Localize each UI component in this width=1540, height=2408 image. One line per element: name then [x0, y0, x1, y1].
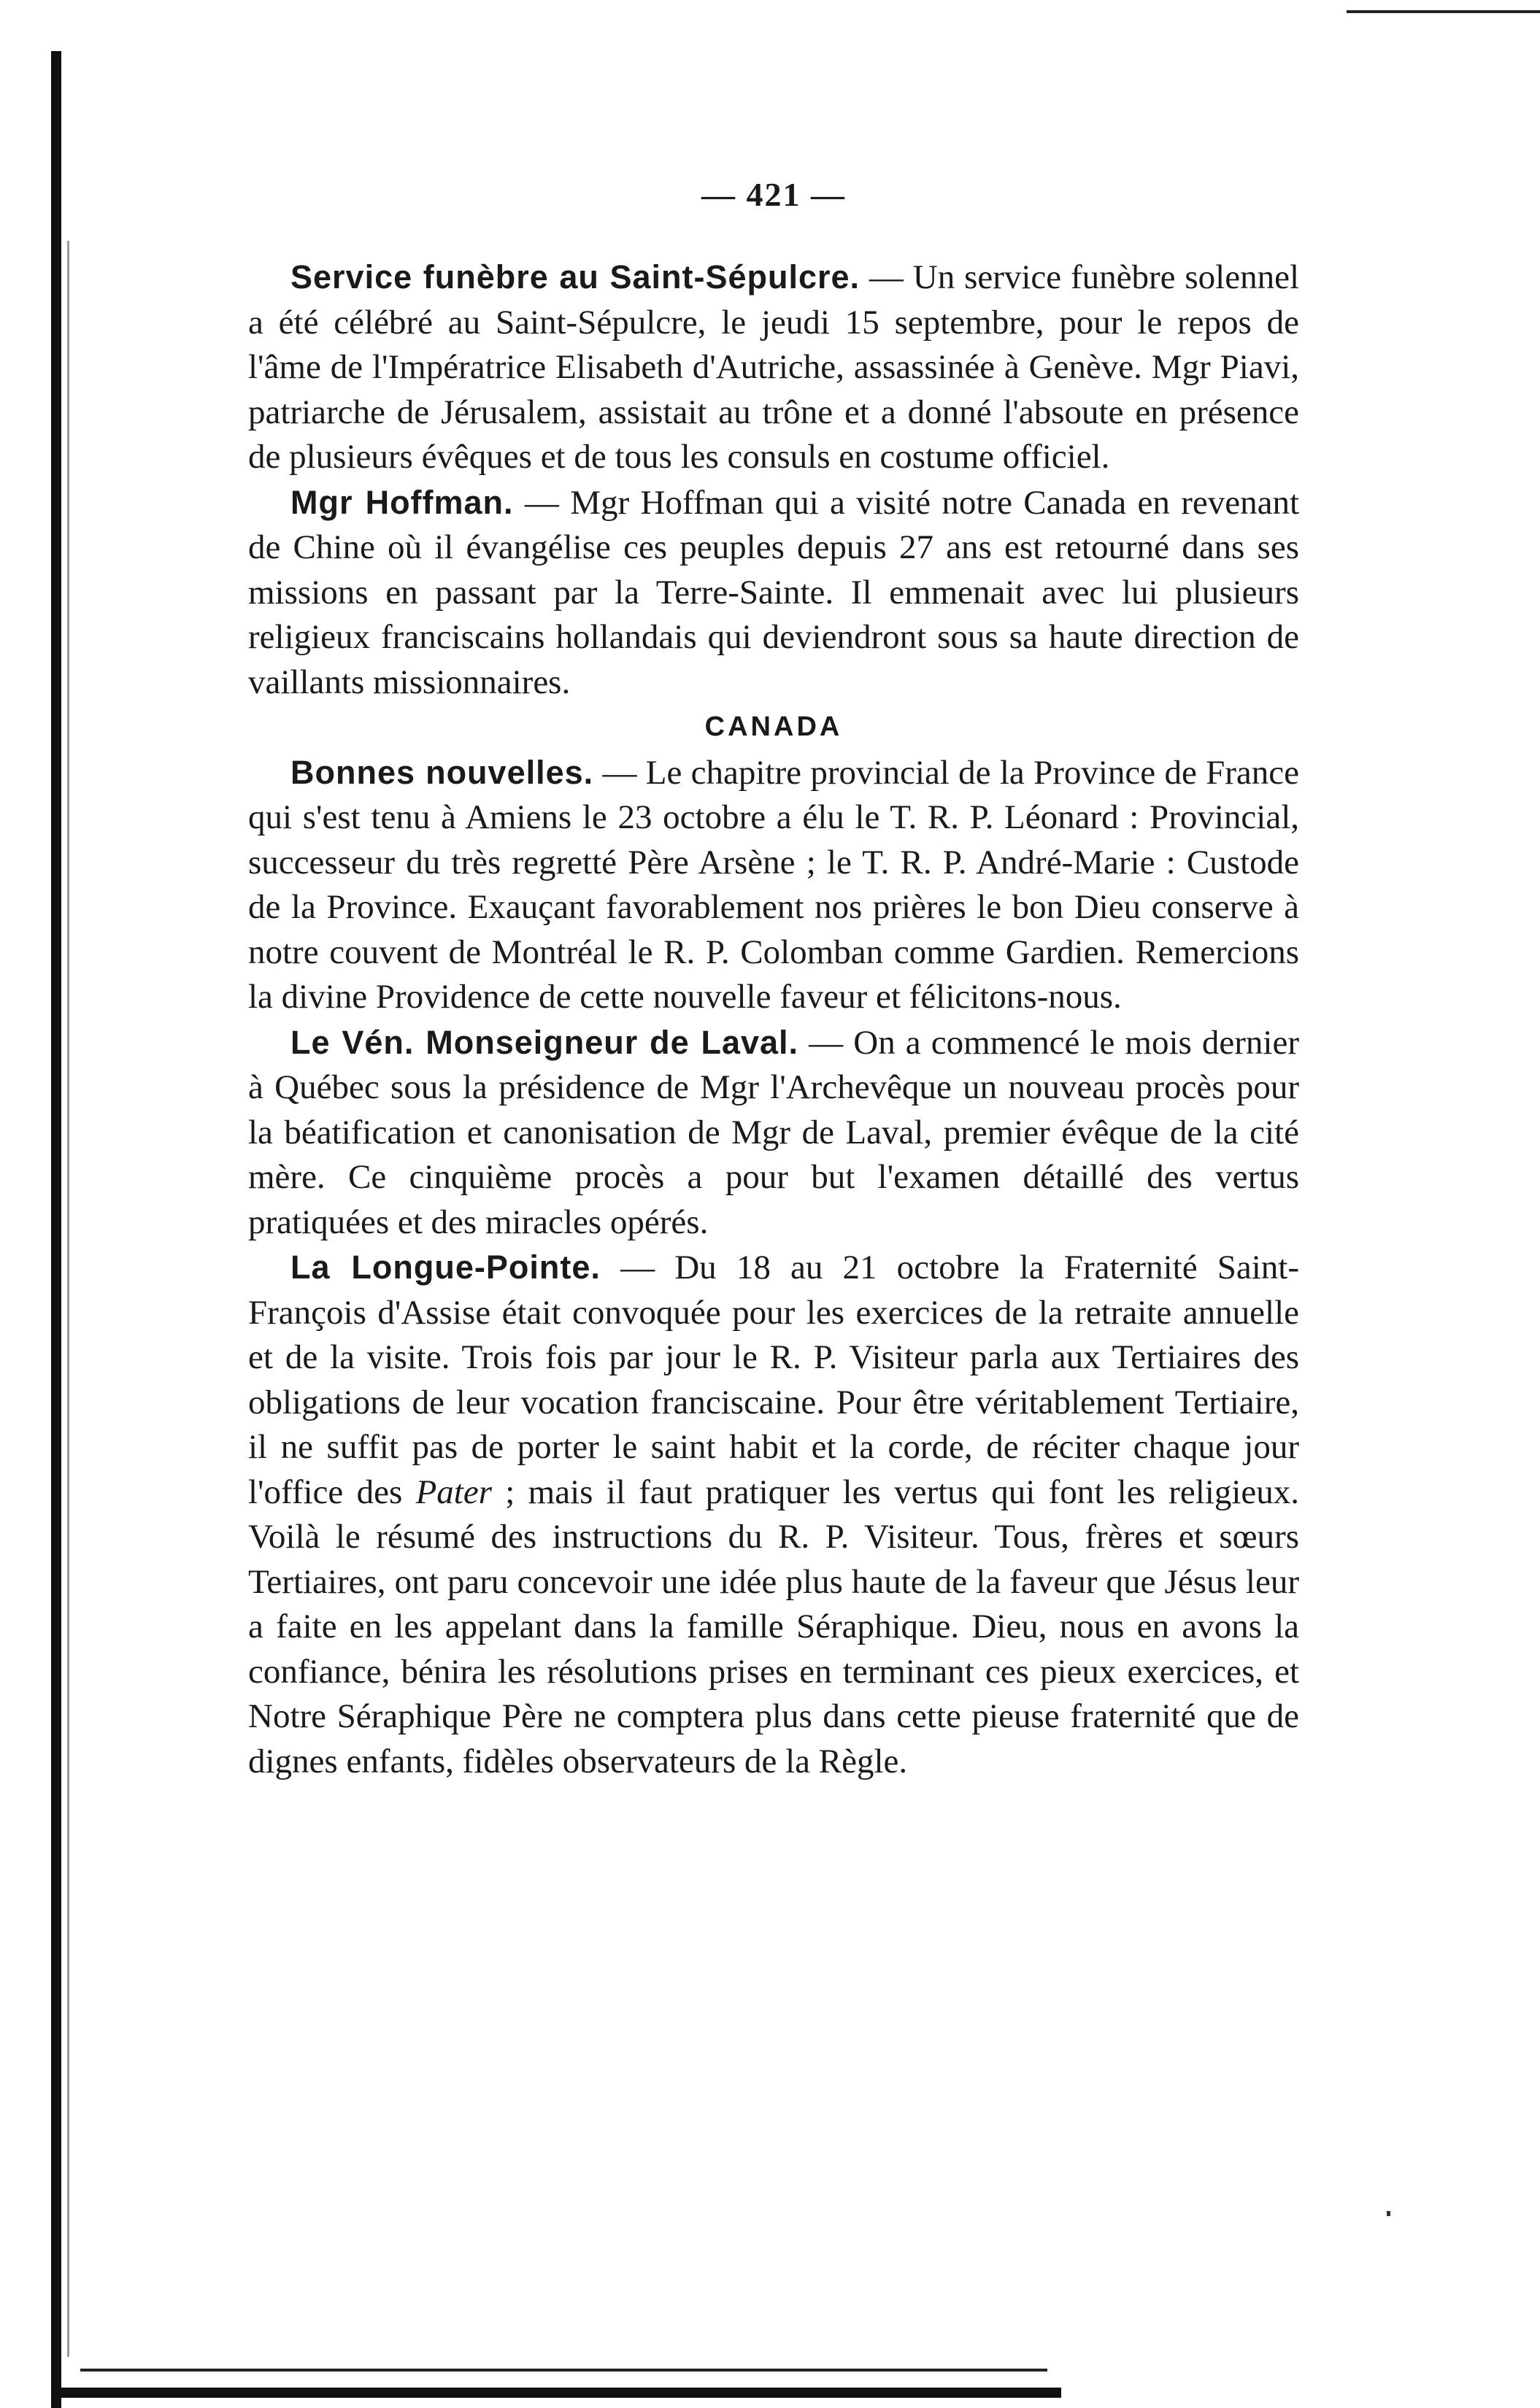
article-heading: Bonnes nouvelles. — [290, 753, 594, 791]
scan-speck — [1387, 2211, 1390, 2216]
page-number: — 421 — — [701, 176, 846, 213]
article-body-start: — Du 18 au 21 octobre la Fraternité Saint-François d'Assise était convoquée pour les exercices de la retraite annuelle et de la visite. Trois fois par jour le R. P. Visiteur parla aux Tertiaires des obligations de leur vocation franciscaine. Pour être véritablement Tertiaire, il ne suffit pas de porter le saint habit et la corde, de réciter chaque jour l'office des — [248, 1249, 1299, 1511]
section-title-canada: CANADA — [704, 711, 843, 742]
article-heading: Service funèbre au Saint-Sépulcre. — [290, 258, 861, 296]
article-mgr-hoffman — [248, 480, 1299, 706]
article-service-funebre — [248, 255, 1299, 480]
article-heading: La Longue-Pointe. — [290, 1249, 601, 1286]
scan-edge-left-shadow — [67, 241, 69, 2357]
scan-rule-bottom — [80, 2369, 1047, 2372]
article-bonnes-nouvelles — [248, 750, 1299, 1020]
page-text-block — [248, 175, 1299, 1784]
article-longue-pointe — [248, 1245, 1299, 1784]
article-body: — Un service funèbre solennel a été célébré au Saint-Sépulcre, le jeudi 15 septembre, pour le repos de l'âme de l'Impératrice Elisabeth d'Autriche, assassinée à Genève. Mgr Piavi, patriarche de Jérusalem, assistait au trône et a donné l'absoute en présence de plusieurs évêques et de tous les consuls en costume officiel. — [248, 258, 1299, 476]
article-heading: Le Vén. Monseigneur de Laval. — [290, 1023, 799, 1061]
scan-edge-bottom — [61, 2388, 1061, 2398]
italic-word: Pater — [415, 1473, 492, 1511]
article-body-end: ; mais il faut pratiquer les vertus qui font les religieux. Voilà le résumé des instructions du R. P. Visiteur. Tous, frères et sœurs Tertiaires, ont paru concevoir une idée plus haute de la faveur que Jésus leur a faite en les appelant dans la famille Séraphique. Dieu, nous en avons la confiance, bénira les résolutions prises en terminant ces pieux exercices, et Notre Séraphique Père ne comptera plus dans cette pieuse fraternité que de dignes enfants, fidèles observateurs de la Règle. — [248, 1473, 1299, 1780]
article-mgr-laval — [248, 1020, 1299, 1246]
article-body: — Mgr Hoffman qui a visité notre Canada en revenant de Chine où il évangélise ces peuples depuis 27 ans est retourné dans ses missions en passant par la Terre-Sainte. Il emmenait avec lui plusieurs religieux franciscains hollandais qui deviendront sous sa haute direction de vaillants missionnaires. — [248, 483, 1299, 701]
article-body: — On a commencé le mois dernier à Québec sous la présidence de Mgr l'Archevêque un nouveau procès pour la béatification et canonisation de Mgr de Laval, premier évêque de la cité mère. Ce cinquième procès a pour but l'examen détaillé des vertus pratiquées et des miracles opérés. — [248, 1023, 1299, 1241]
article-body: — Le chapitre provincial de la Province de France qui s'est tenu à Amiens le 23 octobre a élu le T. R. P. Léonard : Provincial, successeur du très regretté Père Arsène ; le T. R. P. André-Marie : Custode de la Province. Exauçant favorablement nos prières le bon Dieu conserve à notre couvent de Montréal le R. P. Colomban comme Gardien. Remercions la divine Providence de cette nouvelle faveur et félicitons-nous. — [248, 753, 1299, 1016]
scan-edge-left — [51, 51, 61, 2408]
article-heading: Mgr Hoffman. — [290, 483, 514, 521]
scan-rule-top — [1347, 10, 1540, 13]
